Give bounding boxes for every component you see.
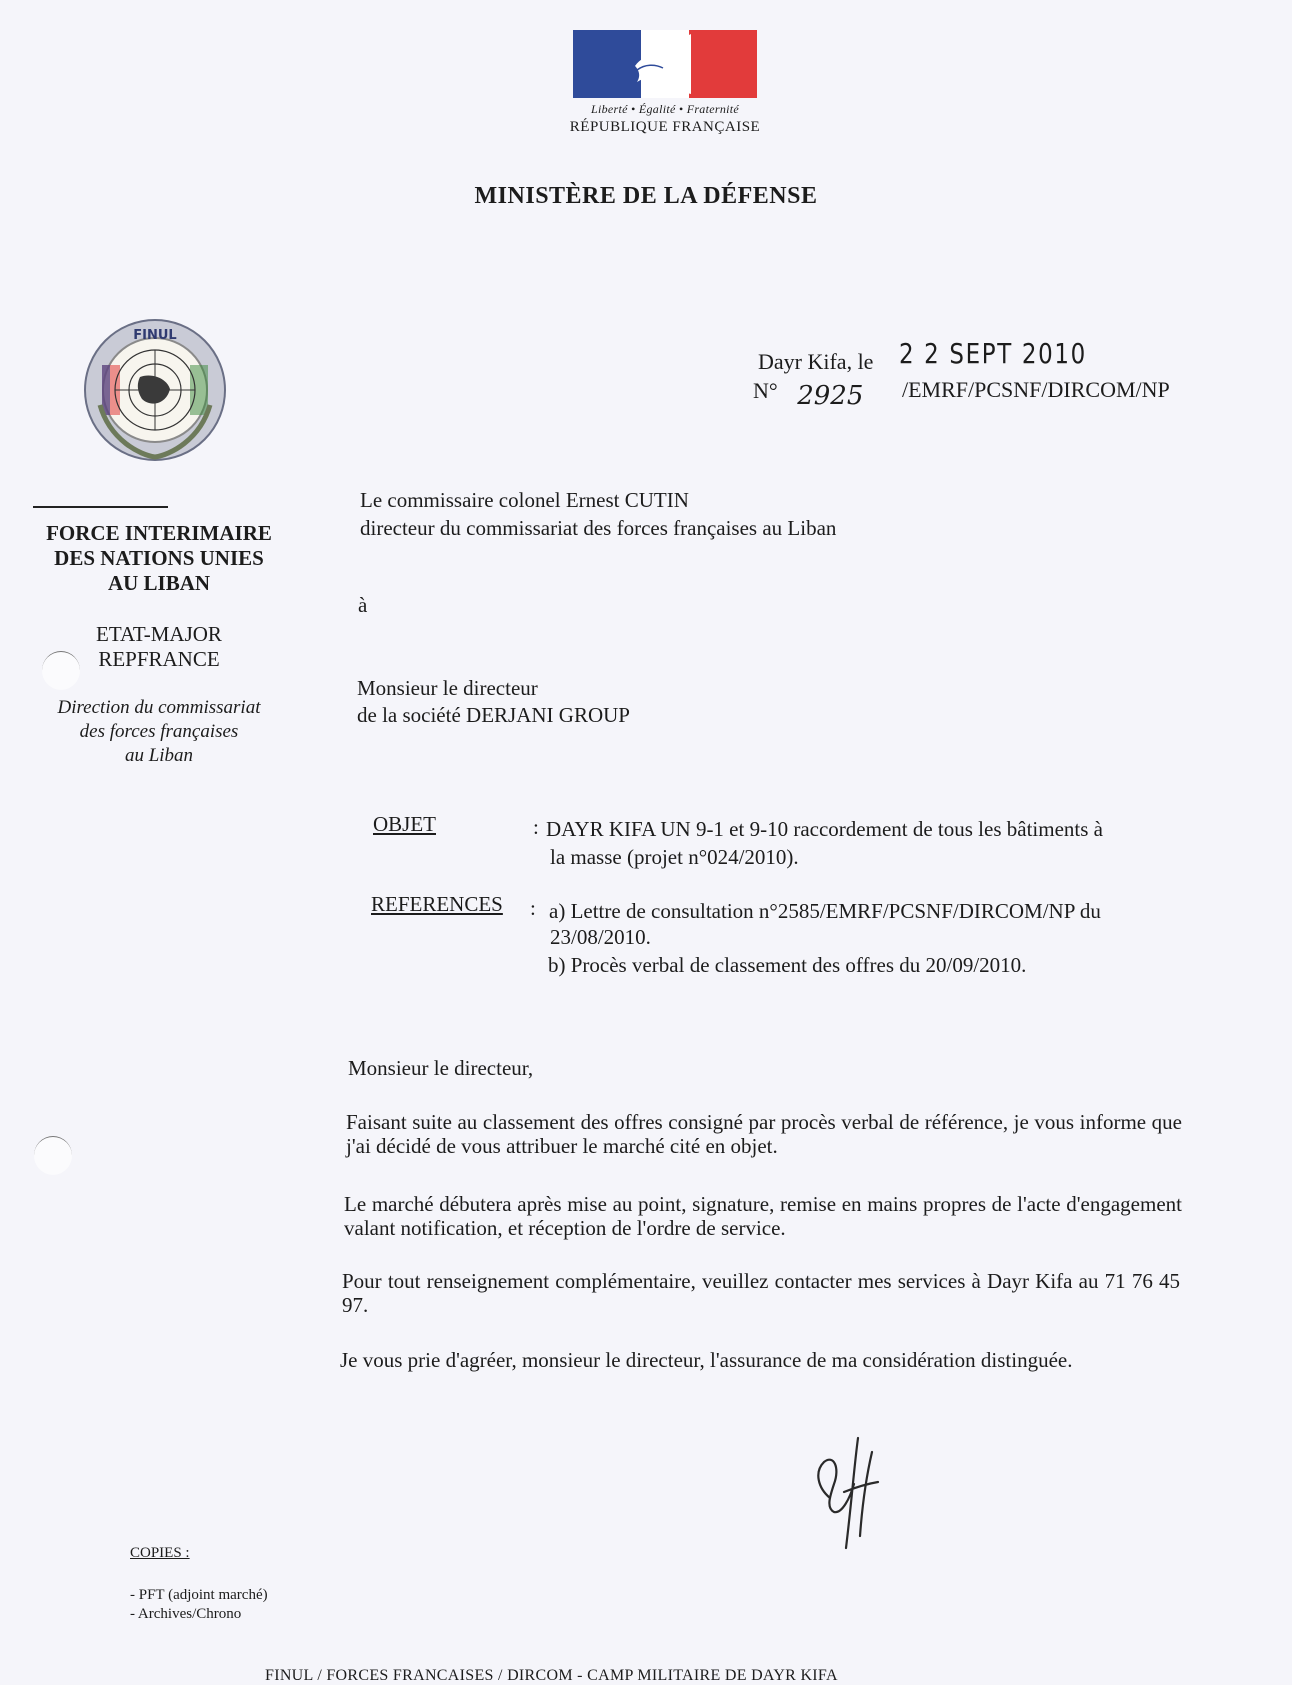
references-label: REFERENCES — [371, 892, 503, 916]
recipient-line: Monsieur le directeur — [357, 676, 538, 700]
copies-item: - Archives/Chrono — [130, 1606, 242, 1622]
sidebar-divider — [33, 506, 168, 508]
ministry-title: MINISTÈRE DE LA DÉFENSE — [474, 183, 818, 209]
punch-hole — [34, 1136, 72, 1175]
punch-hole — [42, 651, 80, 690]
recipient-block — [357, 676, 630, 727]
place-date — [758, 337, 1128, 376]
org-line: DES NATIONS UNIES — [54, 546, 264, 570]
reference-suffix: /EMRF/PCSNF/DIRCOM/NP — [902, 377, 1170, 402]
salutation: Monsieur le directeur, — [348, 1056, 534, 1080]
emblem-text: FINUL — [133, 328, 177, 343]
paragraph: Je vous prie d'agréer, monsieur le directeur, l'assurance de ma considération distinguée. — [340, 1348, 1073, 1372]
finul-emblem-icon — [80, 315, 230, 465]
flag-red-band — [689, 30, 757, 98]
reference-line: 23/08/2010. — [550, 925, 651, 949]
place-date-prefix: Dayr Kifa, le — [758, 349, 874, 374]
paragraph: Pour tout renseignement complémentaire, veuillez contacter mes services à Dayr Kifa au 71 76 45 97. — [342, 1269, 1180, 1317]
to-word: à — [358, 593, 368, 617]
footer-address: FINUL / FORCES FRANCAISES / DIRCOM - CAMP MILITAIRE DE DAYR KIFA — [265, 1667, 838, 1684]
number-prefix: N° — [753, 378, 778, 403]
reference-line: b) Procès verbal de classement des offres du 20/09/2010. — [548, 953, 1027, 977]
etat-major-line: ETAT-MAJOR — [96, 622, 222, 646]
objet-line: DAYR KIFA UN 9-1 et 9-10 raccordement de tous les bâtiments à — [546, 817, 1103, 841]
sidebar-direction — [24, 696, 294, 768]
references-colon: : — [530, 896, 536, 920]
flag-blue-band — [573, 30, 641, 98]
number-handwritten: 2925 — [797, 381, 864, 411]
objet-line: la masse (projet n°024/2010). — [550, 845, 799, 869]
copies-list — [130, 1586, 268, 1624]
reference-line: a) Lettre de consultation n°2585/EMRF/PCSNF/DIRCOM/NP du — [549, 899, 1101, 923]
republic-motto: Liberté • Égalité • Fraternité — [590, 102, 740, 116]
paragraph: Le marché débutera après mise au point, signature, remise en mains propres de l'acte d'engagement valant notification, et réception de l'ordre de service. — [344, 1192, 1182, 1240]
direction-line: Direction du commissariat — [57, 697, 261, 718]
republique-francaise-logo — [565, 30, 765, 136]
sender-line: Le commissaire colonel Ernest CUTIN — [360, 488, 689, 512]
marianne-flag-icon — [573, 30, 757, 98]
copies-label: COPIES : — [130, 1545, 190, 1561]
etat-major-line: REPFRANCE — [98, 647, 220, 671]
direction-line: au Liban — [124, 745, 194, 766]
date-stamp: 2 2 SEPT 2010 — [898, 337, 1087, 370]
paragraph: Faisant suite au classement des offres consigné par procès verbal de référence, je vous informe que j'ai décidé de vous attribuer le marché cité en objet. — [346, 1110, 1182, 1158]
republic-name: RÉPUBLIQUE FRANÇAISE — [569, 119, 761, 135]
org-line: AU LIBAN — [107, 571, 211, 595]
org-line: FORCE INTERIMAIRE — [46, 521, 272, 545]
direction-line: des forces françaises — [79, 721, 239, 742]
copies-item: - PFT (adjoint marché) — [130, 1587, 268, 1603]
sender-block — [360, 488, 836, 540]
reference-number — [753, 375, 864, 411]
signature-icon — [800, 1428, 890, 1558]
sender-line: directeur du commissariat des forces françaises au Liban — [360, 516, 837, 540]
sidebar-organization — [24, 521, 294, 596]
objet-colon: : — [533, 815, 539, 839]
objet-label: OBJET — [373, 812, 436, 836]
recipient-line: de la société DERJANI GROUP — [357, 703, 630, 727]
